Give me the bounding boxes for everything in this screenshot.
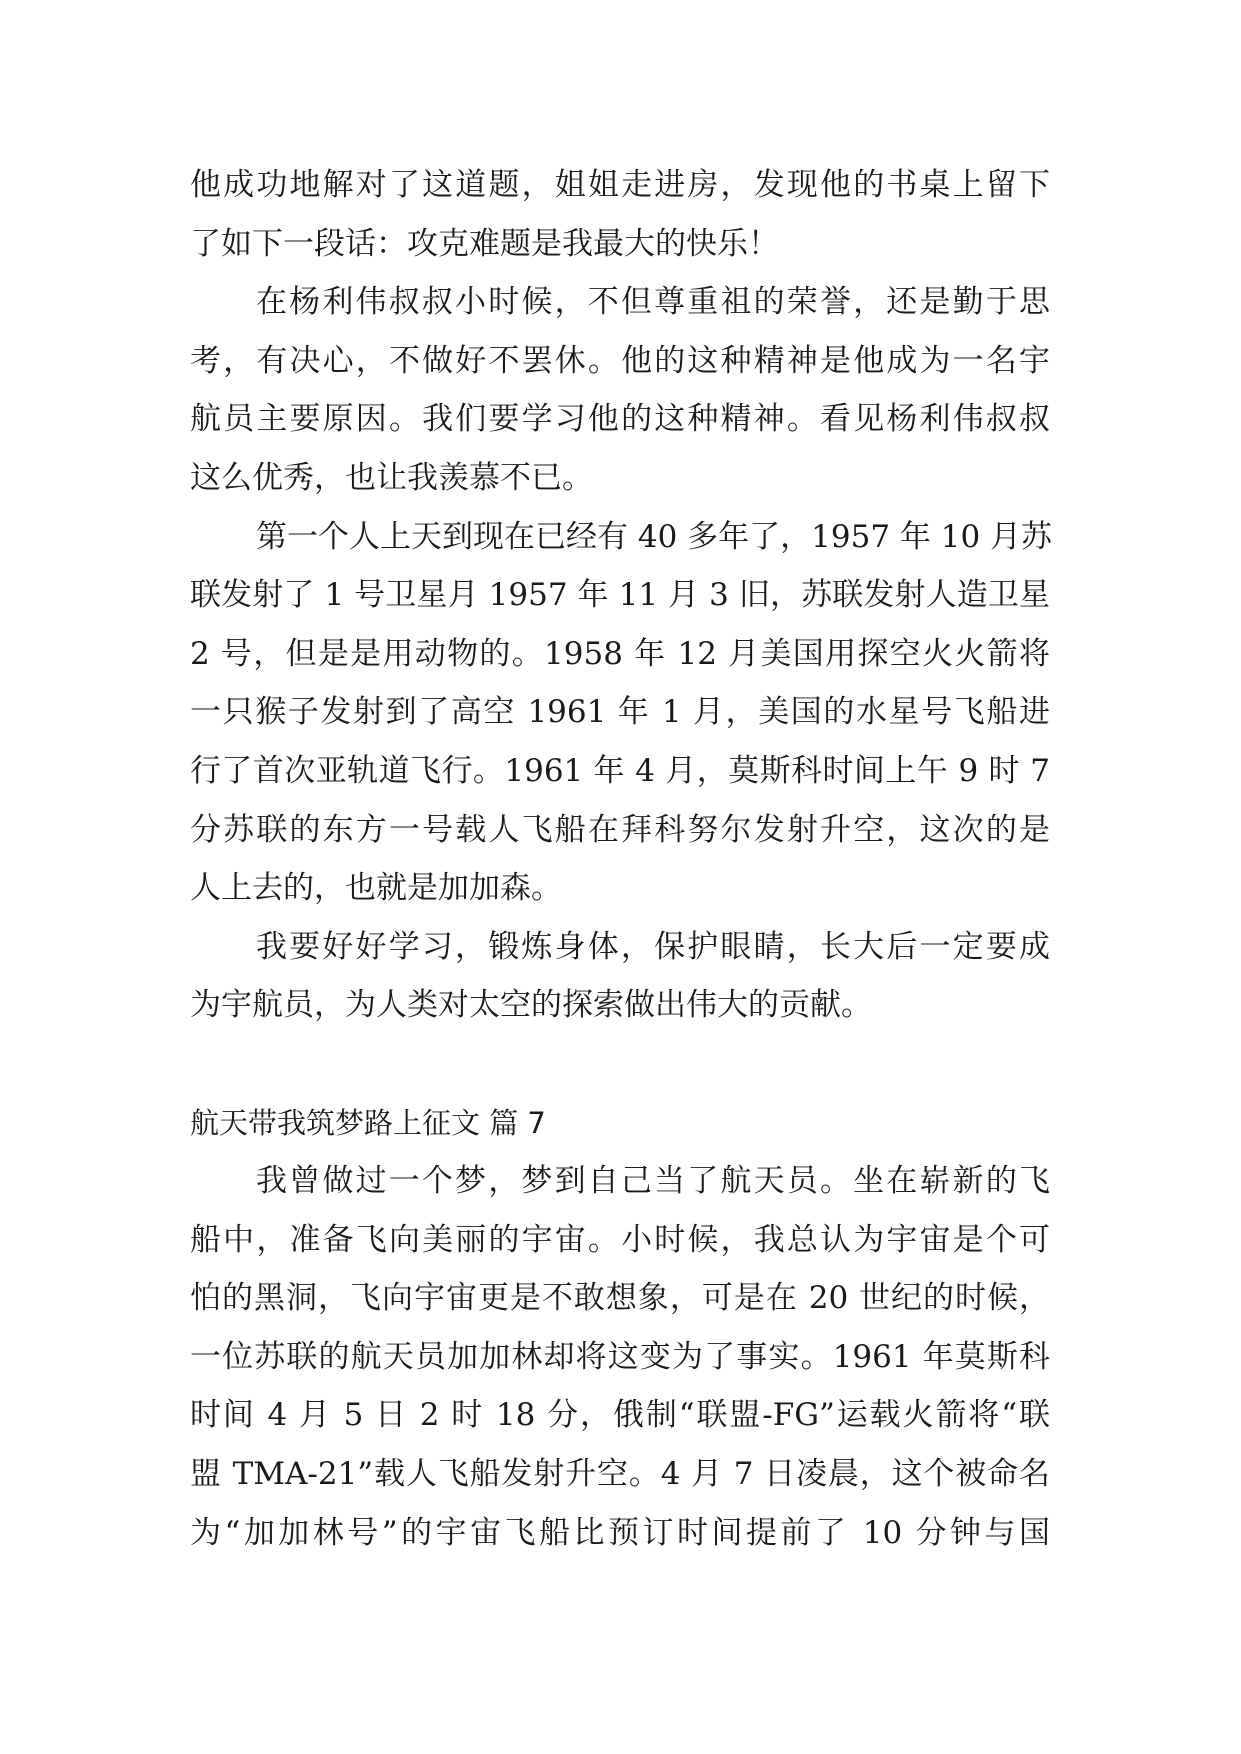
text-line: 了如下一段话：攻克难题是我最大的快乐！ (190, 225, 779, 262)
text-line: 在杨利伟叔叔小时候，不但尊重祖的荣誉，还是勤于思 (256, 284, 1050, 321)
text-line: 航员主要原因。我们要学习他的这种精神。看见杨利伟叔叔 (190, 401, 1050, 438)
text-line: 我曾做过一个梦，梦到自己当了航天员。坐在崭新的飞 (256, 1163, 1050, 1200)
paragraph-3 (190, 508, 1053, 918)
text-line: 人上去的，也就是加加森。 (190, 870, 562, 907)
text-line: 行了首次亚轨道飞行。1961 年 4 月，莫斯科时间上午 9 时 7 (190, 752, 1050, 789)
text-line: 船中，准备飞向美丽的宇宙。小时候，我总认为宇宙是个可 (190, 1221, 1050, 1258)
paragraph-5 (190, 1152, 1050, 1562)
text-line: 盟 TMA-21”载人飞船发射升空。4 月 7 日凌晨，这个被命名 (190, 1456, 1050, 1493)
paragraph-4 (190, 918, 1050, 1035)
text-line: 为“加加林号”的宇宙飞船比预订时间提前了 10 分钟与国 (190, 1514, 1050, 1551)
text-line: 联发射了 1 号卫星月 1957 年 11 月 3 旧，苏联发射人造卫星 (190, 577, 1050, 614)
section-heading: 航天带我筑梦路上征文 篇 7 (190, 1105, 546, 1140)
text-line: 怕的黑洞，飞向宇宙更是不敢想象，可是在 20 世纪的时候， (190, 1280, 1050, 1317)
paragraph-1 (190, 156, 1050, 273)
text-line: 一位苏联的航天员加加林却将这变为了事实。1961 年莫斯科 (190, 1338, 1050, 1375)
text-line: 时间 4 月 5 日 2 时 18 分，俄制“联盟-FG”运载火箭将“联 (190, 1397, 1050, 1434)
text-line: 我要好好学习，锻炼身体，保护眼睛，长大后一定要成 (256, 928, 1050, 965)
text-line: 他成功地解对了这道题，姐姐走进房，发现他的书桌上留下 (190, 167, 1050, 203)
text-line: 为宇航员，为人类对太空的探索做出伟大的贡献。 (190, 987, 872, 1024)
text-line: 这么优秀，也让我羡慕不已。 (190, 459, 593, 496)
text-line: 一只猴子发射到了高空 1961 年 1 月，美国的水星号飞船进 (190, 694, 1050, 731)
text-line: 考，有决心，不做好不罢休。他的这种精神是他成为一名宇 (190, 342, 1050, 379)
text-line: 分苏联的东方一号载人飞船在拜科努尔发射升空，这次的是 (190, 811, 1050, 848)
text-line: 2 号，但是是用动物的。1958 年 12 月美国用探空火火箭将 (190, 635, 1050, 672)
text-line: 第一个人上天到现在已经有 40 多年了，1957 年 10 月苏 (256, 518, 1053, 555)
document-body (190, 156, 1053, 1562)
section-gap (190, 1035, 1050, 1094)
paragraph-2 (190, 273, 1050, 507)
